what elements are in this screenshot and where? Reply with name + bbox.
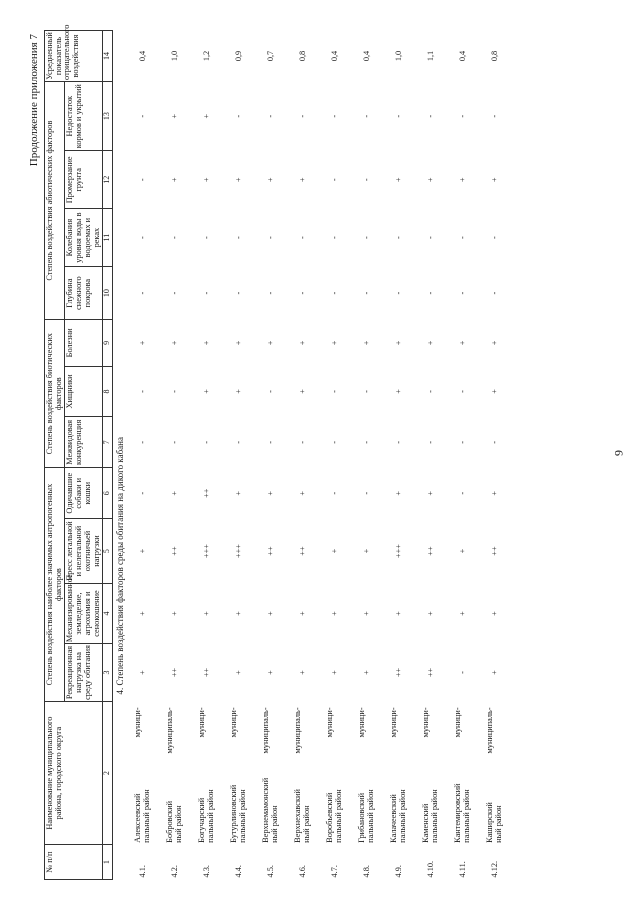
column-number: 3 bbox=[103, 644, 112, 702]
row-number: 4.2. bbox=[169, 865, 179, 878]
factor-value: + bbox=[425, 340, 435, 346]
averaged-value: 0,4 bbox=[329, 50, 339, 62]
factor-value: + bbox=[457, 177, 467, 183]
column-number: 6 bbox=[103, 468, 112, 519]
district-name bbox=[127, 701, 159, 844]
factor-value: ++ bbox=[297, 546, 307, 556]
column-number: 9 bbox=[103, 320, 112, 366]
column-number: 2 bbox=[103, 701, 112, 844]
factor-value: - bbox=[329, 390, 339, 393]
district-name-part: Верхнехавский bbox=[293, 789, 303, 843]
district-name-part: ный район bbox=[494, 805, 504, 843]
factor-value: - bbox=[329, 491, 339, 495]
column-number: 7 bbox=[103, 417, 112, 468]
factor-value: + bbox=[489, 389, 499, 394]
factor-value: - bbox=[233, 291, 243, 295]
factor-value: + bbox=[233, 389, 243, 394]
header-diseases: Болезни bbox=[65, 320, 103, 366]
factor-value: + bbox=[457, 340, 467, 346]
factor-value: - bbox=[201, 236, 211, 239]
header-food-shortage: Недостаток кормов и укрытий bbox=[65, 81, 103, 150]
factor-value: - bbox=[457, 114, 467, 118]
factor-value: - bbox=[201, 291, 211, 295]
header-feral-animals: Одичавшие собаки и кошки bbox=[65, 468, 103, 519]
header-water-level: Колебания уровня воды в водоемах и реках bbox=[65, 209, 103, 267]
factor-value: + bbox=[233, 490, 243, 496]
page-number: 9 bbox=[611, 450, 626, 456]
district-name-part: пальный район bbox=[398, 789, 408, 843]
factor-value: +++ bbox=[201, 544, 211, 559]
factor-value: + bbox=[137, 611, 147, 616]
factor-value: + bbox=[393, 177, 403, 183]
factor-value: - bbox=[233, 440, 243, 444]
factor-value: ++ bbox=[169, 546, 179, 556]
row-number: 4.1. bbox=[137, 865, 147, 878]
factor-value: + bbox=[233, 177, 243, 183]
district-name-part: муници- bbox=[357, 707, 367, 738]
averaged-value: 0,8 bbox=[489, 50, 499, 62]
factor-value: + bbox=[425, 490, 435, 496]
row-number: 4.3. bbox=[201, 865, 211, 878]
district-name-part: Кантемировский bbox=[453, 783, 463, 843]
district-name bbox=[255, 701, 287, 844]
factor-value: - bbox=[425, 440, 435, 444]
factor-value: - bbox=[169, 291, 179, 295]
averaged-value: 0,8 bbox=[297, 50, 307, 62]
table-row bbox=[159, 31, 191, 880]
factor-value: + bbox=[233, 670, 243, 675]
averaged-value: 1,1 bbox=[425, 50, 435, 62]
header-hunting-pressure: Пресс легальной и нелегальной охотничьей нагрузки bbox=[65, 519, 103, 584]
district-name-part: муниципаль- bbox=[293, 707, 303, 754]
row-number: 4.5. bbox=[265, 865, 275, 878]
factor-value: - bbox=[489, 114, 499, 118]
row-number: 4.10. bbox=[425, 860, 435, 878]
factor-value: - bbox=[297, 114, 307, 118]
district-name-part: ный район bbox=[302, 805, 312, 843]
header-abiotic-group: Степень воздействия абиотических факторов bbox=[45, 81, 65, 319]
factor-value: + bbox=[489, 611, 499, 616]
header-predators: Хищники bbox=[65, 366, 103, 417]
district-name-part: муници- bbox=[421, 707, 431, 738]
factor-value: - bbox=[329, 440, 339, 444]
table-row bbox=[287, 31, 319, 880]
district-name bbox=[159, 701, 191, 844]
district-name-part: муници- bbox=[229, 707, 239, 738]
district-name-part: Грибановский bbox=[357, 792, 367, 843]
row-number: 4.8. bbox=[361, 865, 371, 878]
factor-value: - bbox=[233, 114, 243, 118]
row-number: 4.6. bbox=[297, 865, 307, 878]
table-header bbox=[45, 24, 113, 880]
factor-value: - bbox=[137, 440, 147, 444]
factor-value: + bbox=[137, 670, 147, 675]
continuation-title: Продолжение приложения 7 bbox=[28, 34, 40, 167]
table-row bbox=[447, 31, 479, 880]
column-number: 12 bbox=[103, 151, 112, 209]
factor-value: - bbox=[265, 390, 275, 393]
factor-value: + bbox=[169, 611, 179, 616]
factor-value: + bbox=[169, 177, 179, 183]
factor-value: - bbox=[393, 291, 403, 295]
district-name bbox=[191, 701, 223, 844]
district-name-part: муници- bbox=[133, 707, 143, 738]
factor-value: - bbox=[425, 291, 435, 295]
factor-value: + bbox=[297, 670, 307, 675]
factor-value: + bbox=[489, 490, 499, 496]
factor-value: + bbox=[361, 611, 371, 616]
factor-value: - bbox=[169, 440, 179, 444]
averaged-value: 1,0 bbox=[169, 50, 179, 62]
factor-value: - bbox=[329, 291, 339, 295]
factor-value: + bbox=[233, 340, 243, 346]
factor-value: - bbox=[137, 178, 147, 182]
factor-value: + bbox=[297, 177, 307, 183]
factor-value: - bbox=[457, 390, 467, 393]
averaged-value: 0,4 bbox=[457, 50, 467, 62]
factor-value: - bbox=[329, 114, 339, 118]
factor-value: - bbox=[297, 440, 307, 444]
district-name-part: Каменский bbox=[421, 803, 431, 843]
factor-value: + bbox=[425, 611, 435, 616]
factor-value: - bbox=[361, 491, 371, 495]
district-name-part: ный район bbox=[270, 805, 280, 843]
district-name-part: муници- bbox=[453, 707, 463, 738]
row-number: 4.12. bbox=[489, 860, 499, 878]
factor-value: - bbox=[457, 671, 467, 674]
header-biotic-group: Степень воздействия биотических факторов bbox=[45, 320, 65, 468]
factor-value: + bbox=[297, 340, 307, 346]
header-averaged: Усредненный показатель отрицательного воздействия bbox=[45, 31, 103, 82]
factor-value: + bbox=[169, 340, 179, 346]
factor-value: - bbox=[137, 291, 147, 295]
district-name-part: Богучарский bbox=[197, 797, 207, 843]
factor-value: + bbox=[393, 340, 403, 346]
factor-value: - bbox=[265, 114, 275, 118]
header-name: Наименование муниципального района, городского округа bbox=[45, 701, 103, 844]
averaged-value: 0,4 bbox=[137, 50, 147, 62]
district-name-part: муниципаль- bbox=[165, 707, 175, 754]
header-num: № п/п bbox=[45, 845, 103, 880]
column-number: 10 bbox=[103, 267, 112, 320]
factor-value: + bbox=[329, 340, 339, 346]
factor-value: + bbox=[361, 670, 371, 675]
factor-value: + bbox=[297, 389, 307, 394]
factor-value: ++ bbox=[425, 667, 435, 678]
factor-value: - bbox=[489, 291, 499, 295]
factor-value: - bbox=[393, 440, 403, 444]
district-name-part: пальный район bbox=[462, 789, 472, 843]
header-ground-freezing: Промерзание грунта bbox=[65, 151, 103, 209]
factor-value: + bbox=[489, 177, 499, 183]
district-name-part: Бобровский bbox=[165, 800, 175, 843]
row-number: 4.9. bbox=[393, 865, 403, 878]
district-name bbox=[447, 701, 479, 844]
district-name bbox=[287, 701, 319, 844]
column-number: 14 bbox=[103, 31, 112, 82]
factor-value: + bbox=[265, 177, 275, 183]
factor-value: - bbox=[361, 236, 371, 239]
factor-value: - bbox=[457, 236, 467, 239]
averaged-value: 0,7 bbox=[265, 50, 275, 62]
factor-value: ++ bbox=[265, 546, 275, 556]
factor-value: + bbox=[201, 611, 211, 616]
factor-value: - bbox=[489, 236, 499, 239]
district-name-part: Бутурлиновский bbox=[229, 784, 239, 843]
factor-value: + bbox=[201, 113, 211, 119]
factor-value: - bbox=[329, 236, 339, 239]
factor-value: - bbox=[329, 178, 339, 182]
factor-value: + bbox=[361, 340, 371, 346]
factor-value: + bbox=[297, 611, 307, 616]
factor-value: - bbox=[457, 291, 467, 295]
factor-value: + bbox=[265, 611, 275, 616]
averaged-value: 0,4 bbox=[361, 50, 371, 62]
column-number: 13 bbox=[103, 81, 112, 150]
table-row bbox=[415, 31, 447, 880]
factor-value: + bbox=[265, 490, 275, 496]
factor-value: + bbox=[137, 548, 147, 554]
column-number: 1 bbox=[103, 845, 112, 880]
factor-value: ++ bbox=[169, 667, 179, 678]
factor-value: ++ bbox=[201, 667, 211, 678]
factor-value: + bbox=[489, 670, 499, 675]
factor-value: +++ bbox=[233, 544, 243, 559]
district-name-part: муниципаль- bbox=[261, 707, 271, 754]
district-name bbox=[479, 701, 511, 844]
factor-value: + bbox=[169, 490, 179, 496]
district-name-part: Каширский bbox=[485, 802, 495, 843]
row-number: 4.11. bbox=[457, 861, 467, 878]
factor-value: + bbox=[393, 611, 403, 616]
factor-value: + bbox=[201, 389, 211, 394]
factor-value: + bbox=[425, 177, 435, 183]
factor-value: - bbox=[297, 236, 307, 239]
factor-value: - bbox=[361, 440, 371, 444]
factor-value: + bbox=[137, 340, 147, 346]
factor-value: + bbox=[393, 389, 403, 394]
column-number: 8 bbox=[103, 366, 112, 417]
factor-value: - bbox=[297, 291, 307, 295]
header-anthropogenic-group: Степень воздействия наиболее значимых антропогенных факторов bbox=[45, 468, 65, 702]
table-row bbox=[351, 31, 383, 880]
table-row bbox=[383, 31, 415, 880]
factor-value: - bbox=[361, 114, 371, 118]
row-number: 4.4. bbox=[233, 865, 243, 878]
factor-value: ++ bbox=[489, 546, 499, 556]
factor-value: + bbox=[265, 340, 275, 346]
factor-value: - bbox=[137, 114, 147, 118]
factor-value: - bbox=[137, 491, 147, 495]
factor-value: - bbox=[361, 390, 371, 393]
district-name-part: муници- bbox=[325, 707, 335, 738]
table-row bbox=[127, 31, 159, 880]
district-name-part: ный район bbox=[174, 805, 184, 843]
district-name bbox=[383, 701, 415, 844]
factor-value: + bbox=[329, 548, 339, 554]
rotated-page bbox=[28, 24, 608, 880]
factor-value: - bbox=[201, 440, 211, 444]
factor-value: ++ bbox=[201, 488, 211, 498]
factor-value: ++ bbox=[393, 667, 403, 678]
district-name-part: пальный район bbox=[142, 789, 152, 843]
factor-value: + bbox=[233, 611, 243, 616]
factor-value: + bbox=[329, 611, 339, 616]
district-name bbox=[351, 701, 383, 844]
district-name-part: Воробьевский bbox=[325, 792, 335, 843]
factor-value: - bbox=[265, 291, 275, 295]
factor-value: - bbox=[425, 390, 435, 393]
table-row bbox=[223, 31, 255, 880]
column-number: 4 bbox=[103, 583, 112, 643]
district-name-part: пальный район bbox=[366, 789, 376, 843]
header-agriculture: Механизированное земледелие, агрохимия и сенокошение bbox=[65, 583, 103, 643]
factor-value: - bbox=[137, 236, 147, 239]
factor-value: - bbox=[393, 236, 403, 239]
factor-value: - bbox=[233, 236, 243, 239]
column-number: 5 bbox=[103, 519, 112, 584]
table-row bbox=[479, 31, 511, 880]
averaged-value: 0,9 bbox=[233, 50, 243, 62]
factor-value: ++ bbox=[425, 546, 435, 556]
factor-value: + bbox=[361, 548, 371, 554]
factor-value: + bbox=[201, 340, 211, 346]
district-name-part: пальный район bbox=[206, 789, 216, 843]
factor-value: - bbox=[169, 390, 179, 393]
factor-value: - bbox=[425, 236, 435, 239]
district-name bbox=[415, 701, 447, 844]
district-name-part: пальный район bbox=[430, 789, 440, 843]
factor-value: - bbox=[425, 114, 435, 118]
district-name-part: пальный район bbox=[238, 789, 248, 843]
header-recreation: Рекреационная нагрузка на среду обитания bbox=[65, 644, 103, 702]
district-name-part: Верхнемамонский bbox=[261, 777, 271, 843]
factor-value: + bbox=[457, 611, 467, 616]
factor-value: - bbox=[457, 440, 467, 444]
district-name-part: муници- bbox=[197, 707, 207, 738]
averaged-value: 1,2 bbox=[201, 50, 211, 62]
district-name-part: муници- bbox=[389, 707, 399, 738]
factor-value: + bbox=[297, 490, 307, 496]
factor-value: - bbox=[489, 440, 499, 444]
factor-value: + bbox=[201, 177, 211, 183]
district-name-part: муниципаль- bbox=[485, 707, 495, 754]
averaged-value: 1,0 bbox=[393, 50, 403, 62]
row-number: 4.7. bbox=[329, 865, 339, 878]
table-row bbox=[255, 31, 287, 880]
district-name bbox=[319, 701, 351, 844]
district-name bbox=[223, 701, 255, 844]
factor-value: - bbox=[265, 440, 275, 444]
factor-value: - bbox=[137, 390, 147, 393]
factor-value: - bbox=[169, 236, 179, 239]
factor-value: + bbox=[169, 113, 179, 119]
factor-value: - bbox=[457, 491, 467, 495]
header-snow-depth: Глубина снежного покрова bbox=[65, 267, 103, 320]
factor-value: + bbox=[393, 490, 403, 496]
table-row bbox=[191, 31, 223, 880]
factor-value: + bbox=[457, 548, 467, 554]
table-body bbox=[127, 31, 511, 880]
district-name-part: пальный район bbox=[334, 789, 344, 843]
header-competition: Межвидовая конкуренция bbox=[65, 417, 103, 468]
factor-value: + bbox=[329, 670, 339, 675]
factor-value: - bbox=[361, 178, 371, 182]
factor-value: + bbox=[489, 340, 499, 346]
factors-table bbox=[44, 24, 511, 880]
factor-value: - bbox=[393, 114, 403, 118]
factor-value: - bbox=[361, 291, 371, 295]
factor-value: - bbox=[265, 236, 275, 239]
section-title: 4. Степень воздействия факторов среды обитания на дикого кабана bbox=[114, 437, 125, 695]
district-name-part: Калачеевский bbox=[389, 794, 399, 843]
column-number: 11 bbox=[103, 209, 112, 267]
district-name-part: Алексеевский bbox=[133, 793, 143, 843]
factor-value: + bbox=[265, 670, 275, 675]
factor-value: +++ bbox=[393, 544, 403, 559]
table-row bbox=[319, 31, 351, 880]
